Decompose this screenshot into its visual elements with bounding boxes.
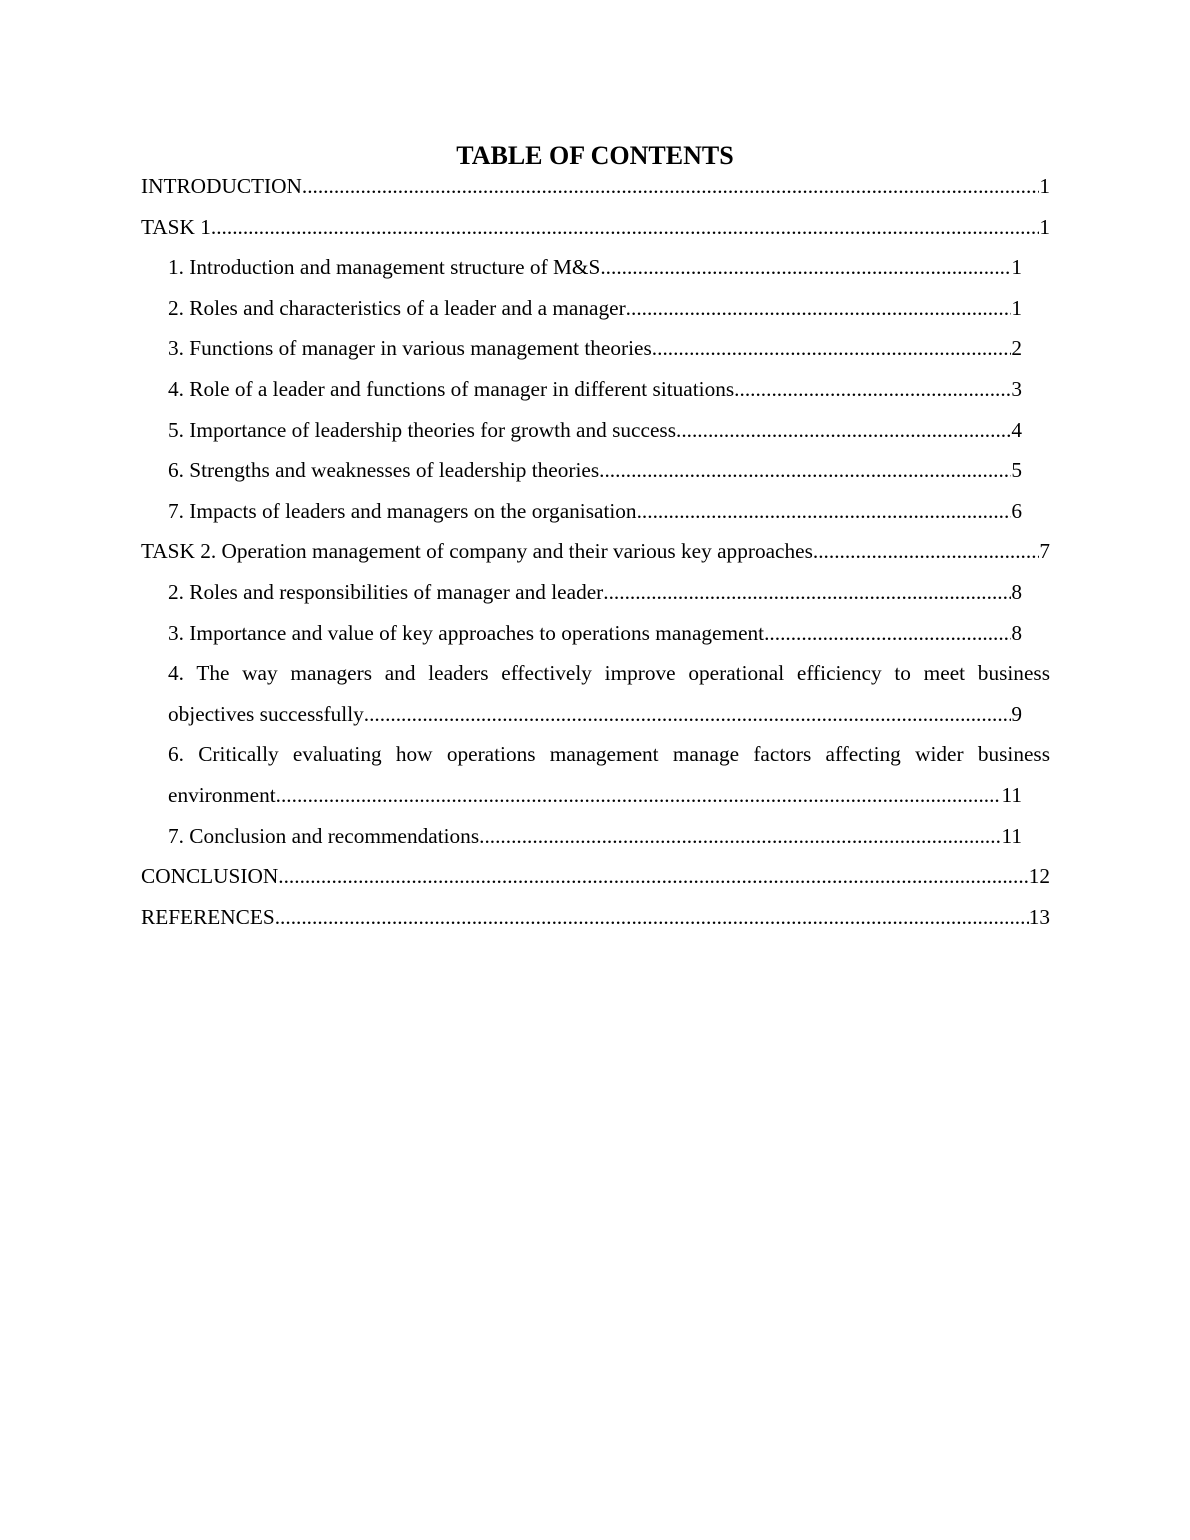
toc-entry-label-line-1: 6. Critically evaluating how operations management manage factors affecting wider business [168, 742, 1050, 767]
dot-leader [275, 897, 1029, 938]
dot-leader [211, 207, 1039, 248]
toc-entry-label-line-1: 4. The way managers and leaders effectively improve operational efficiency to meet business [168, 661, 1050, 686]
toc-entry-task-1-section-7[interactable] [168, 491, 1022, 532]
dot-leader [278, 856, 1028, 897]
toc-entry-label: REFERENCES [141, 904, 275, 929]
toc-entry-label: 4. Role of a leader and functions of manager in different situations [168, 376, 735, 401]
toc-entry-page: 9 [1011, 701, 1022, 726]
toc-entry-page: 8 [1011, 620, 1022, 645]
toc-entry-introduction[interactable] [141, 166, 1050, 207]
toc-entry-page: 1 [1011, 255, 1022, 280]
toc-entry-page: 11 [1001, 782, 1022, 807]
toc-entry-task-2-section-7[interactable] [168, 816, 1022, 857]
toc-entry-label-line-2: objectives successfully [168, 701, 364, 726]
dot-leader [626, 288, 1012, 329]
toc-entry-page: 2 [1011, 336, 1022, 361]
toc-entry-label: INTRODUCTION [141, 174, 302, 198]
dot-leader [600, 247, 1011, 288]
toc-entry-label: TASK 2. Operation management of company and their various key approaches [141, 539, 813, 564]
toc-entry-page: 12 [1028, 864, 1050, 889]
toc-entry-page: 5 [1011, 458, 1022, 483]
toc-entry-task-1-section-4[interactable] [168, 369, 1022, 410]
toc-entry-label: 5. Importance of leadership theories for growth and success [168, 417, 676, 442]
dot-leader [599, 450, 1011, 491]
toc-entry-label: 2. Roles and characteristics of a leader and a manager [168, 295, 626, 320]
table-of-contents [141, 166, 1050, 937]
dot-leader [676, 410, 1011, 451]
toc-entry-task-2-section-4[interactable] [168, 653, 1050, 734]
toc-entry-task-2[interactable] [141, 531, 1050, 572]
toc-entry-page: 1 [1039, 214, 1050, 239]
toc-entry-label: 2. Roles and responsibilities of manager and leader [168, 579, 604, 604]
toc-entry-page: 1 [1039, 174, 1050, 198]
toc-entry-task-1-section-5[interactable] [168, 410, 1022, 451]
toc-entry-task-1-section-1[interactable] [168, 247, 1022, 288]
toc-entry-label: 7. Conclusion and recommendations [168, 823, 480, 848]
dot-leader [764, 613, 1011, 654]
toc-entry-label: CONCLUSION [141, 864, 279, 889]
dot-leader [637, 491, 1012, 532]
toc-entry-page: 8 [1011, 579, 1022, 604]
dot-leader [364, 694, 1012, 735]
toc-entry-page: 4 [1011, 417, 1022, 442]
dot-leader [813, 531, 1039, 572]
toc-entry-task-2-section-3[interactable] [168, 613, 1022, 654]
toc-entry-task-2-section-6[interactable] [168, 734, 1050, 815]
toc-entry-label: 3. Importance and value of key approaches to operations management [168, 620, 765, 645]
toc-entry-label: 3. Functions of manager in various management theories [168, 336, 652, 361]
dot-leader [603, 572, 1011, 613]
toc-entry-label: 1. Introduction and management structure of M&S [168, 255, 601, 280]
toc-entry-page: 1 [1011, 295, 1022, 320]
dot-leader [276, 775, 1002, 816]
dot-leader [734, 369, 1011, 410]
toc-entry-page: 6 [1011, 498, 1022, 523]
toc-entry-page: 3 [1011, 376, 1022, 401]
toc-entry-label-line-2: environment [168, 782, 276, 807]
toc-entry-label: TASK 1 [141, 214, 211, 239]
toc-entry-task-2-section-2[interactable] [168, 572, 1022, 613]
toc-entry-label: 6. Strengths and weaknesses of leadership theories [168, 458, 600, 483]
toc-entry-task-1-section-2[interactable] [168, 288, 1022, 329]
page-title: TABLE OF CONTENTS [456, 141, 734, 170]
dot-leader [479, 816, 1001, 857]
toc-entry-references[interactable] [141, 897, 1050, 938]
toc-entry-conclusion[interactable] [141, 856, 1050, 897]
toc-entry-task-1-section-3[interactable] [168, 328, 1022, 369]
dot-leader [652, 328, 1012, 369]
toc-entry-task-1-section-6[interactable] [168, 450, 1022, 491]
toc-entry-page: 13 [1028, 904, 1050, 929]
toc-entry-page: 7 [1039, 539, 1050, 564]
toc-entry-task-1[interactable] [141, 207, 1050, 248]
toc-entry-page: 11 [1001, 823, 1022, 848]
toc-entry-label: 7. Impacts of leaders and managers on the organisation [168, 498, 637, 523]
dot-leader [302, 166, 1039, 207]
